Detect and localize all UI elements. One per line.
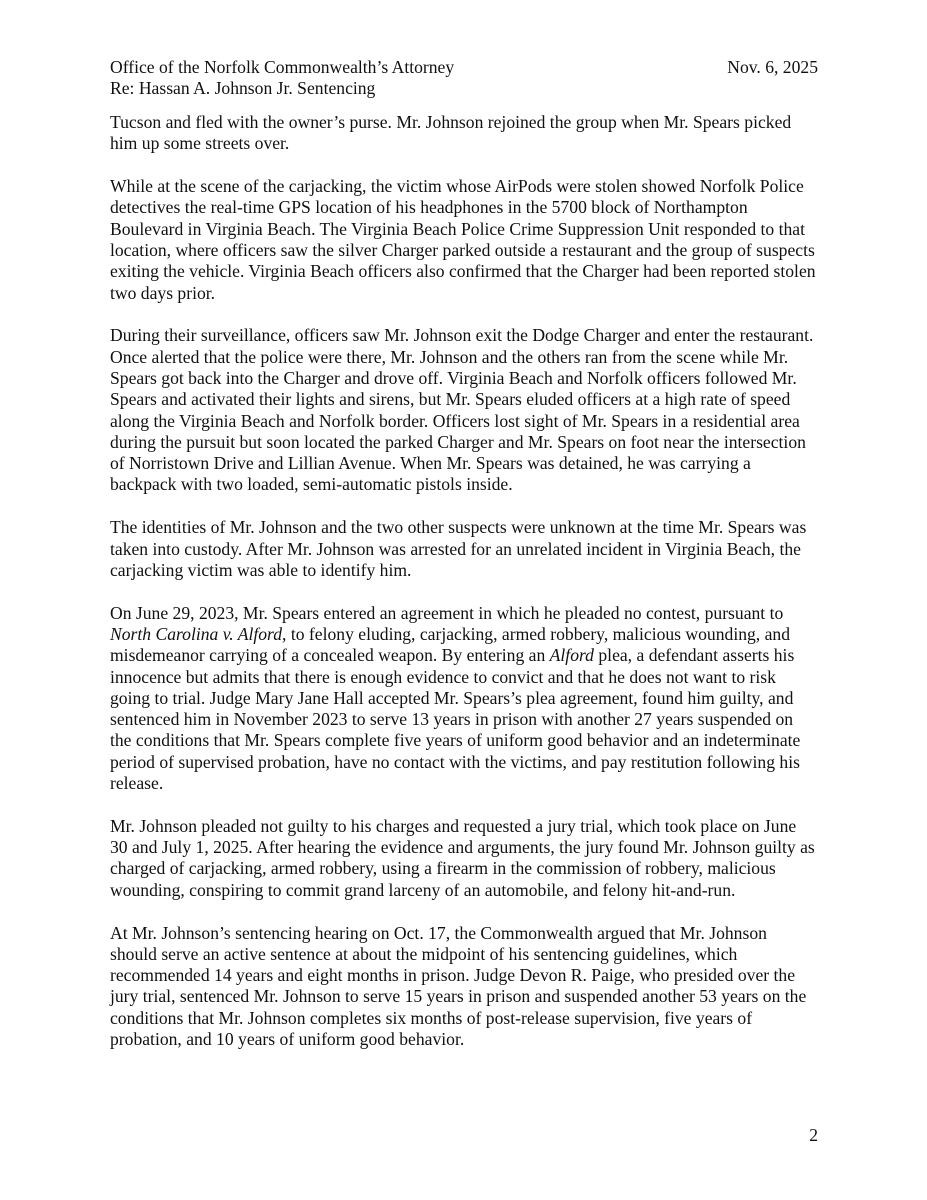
paragraph-1: Tucson and fled with the owner’s purse. Mr. Johnson rejoined the group when Mr. Spears picked him up some streets over.	[110, 112, 792, 154]
document-page	[110, 57, 818, 1050]
letter-date: Nov. 6, 2025	[727, 57, 818, 77]
paragraph-3: During their surveillance, officers saw Mr. Johnson exit the Dodge Charger and enter the restaurant. Once alerted that the police were there, Mr. Johnson and the others ran from the scene while Mr. Spears got back into the Charger and drove off. Virginia Beach and Norfolk officers followed Mr. Spears and activated their lights and sirens, but Mr. Spears eluded officers at a high rate of speed along the Virginia Beach and Norfolk border. Officers lost sight of Mr. Spears in a residential area during the pursuit but soon located the parked Charger and Mr. Spears on foot near the intersection of Norristown Drive and Lillian Avenue. When Mr. Spears was detained, he was carrying a backpack with two loaded, semi-automatic pistols inside.	[110, 325, 814, 495]
paragraph-4: The identities of Mr. Johnson and the two other suspects were unknown at the time Mr. Spears was taken into custody. After Mr. Johnson was arrested for an unrelated incident in Virginia Beach, the carjacking victim was able to identify him.	[110, 517, 807, 580]
page-number: 2	[809, 1125, 818, 1145]
paragraph-5-part-b: , to felony eluding, carjacking, armed robbery, malicious wounding, and misdemeanor carrying of a concealed weapon. By entering an	[110, 623, 791, 666]
paragraph-5-part-c: plea, a defendant asserts his innocence but admits that there is enough evidence to convict and that he does not want to risk going to trial. Judge Mary Jane Hall accepted Mr. Spears’s plea agreement, found him guilty, and sentenced him in November 2023 to serve 13 years in prison with another 27 years suspended on the conditions that Mr. Spears complete five years of uniform good behavior and an indeterminate period of supervised probation, have no contact with the victims, and pay restitution following his release.	[110, 645, 801, 794]
page-header	[110, 57, 818, 78]
paragraph-5-part-a: On June 29, 2023, Mr. Spears entered an agreement in which he pleaded no contest, pursuant to	[110, 602, 784, 623]
paragraph-2: While at the scene of the carjacking, the victim whose AirPods were stolen showed Norfolk Police detectives the real-time GPS location of his headphones in the 5700 block of Northampton Boulevard in Virginia Beach. The Virginia Beach Police Crime Suppression Unit responded to that location, where officers saw the silver Charger parked outside a restaurant and the group of suspects exiting the vehicle. Virginia Beach officers also confirmed that the Charger had been reported stolen two days prior.	[110, 176, 816, 303]
paragraph-7: At Mr. Johnson’s sentencing hearing on Oct. 17, the Commonwealth argued that Mr. Johnson should serve an active sentence at about the midpoint of his sentencing guidelines, which recommended 14 years and eight months in prison. Judge Devon R. Paige, who presided over the jury trial, sentenced Mr. Johnson to serve 15 years in prison and suspended another 53 years on the conditions that Mr. Johnson completes six months of post-release supervision, five years of probation, and 10 years of uniform good behavior.	[110, 922, 807, 1049]
re-line: Re: Hassan A. Johnson Jr. Sentencing	[110, 78, 376, 98]
case-name-italic: North Carolina v. Alford	[110, 623, 283, 644]
plea-name-italic: Alford	[549, 645, 594, 666]
office-name: Office of the Norfolk Commonwealth’s Attorney	[110, 57, 455, 77]
paragraph-6: Mr. Johnson pleaded not guilty to his charges and requested a jury trial, which took place on June 30 and July 1, 2025. After hearing the evidence and arguments, the jury found Mr. Johnson guilty as charged of carjacking, armed robbery, using a firearm in the commission of robbery, malicious wounding, conspiring to commit grand larceny of an automobile, and felony hit-and-run.	[110, 815, 815, 900]
paragraph-5	[110, 603, 818, 795]
